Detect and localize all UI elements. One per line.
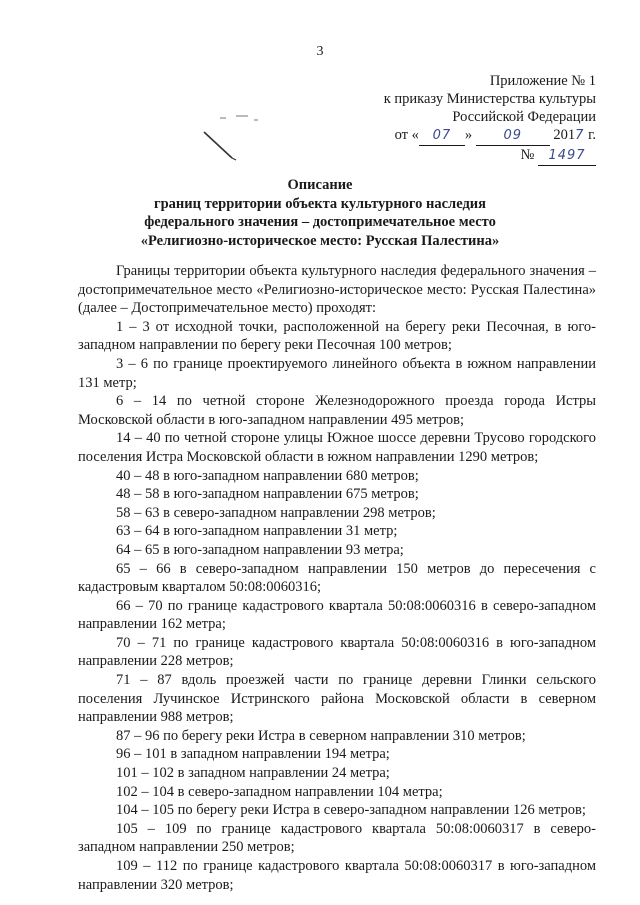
title-line-4: «Религиозно-историческое место: Русская Палестина»	[140, 232, 500, 249]
appendix-date-line	[384, 126, 596, 146]
boundary-paragraph: 48 – 58 в юго-западном направлении 675 метров;	[116, 486, 419, 503]
boundary-paragraph: 66 – 70 по границе кадастрового квартала 50:08:0060316 в северо-западном направлении 162 метра;	[78, 597, 596, 633]
title-line-3: федерального значения – достопримечательное место	[144, 214, 496, 230]
date-separator: »	[464, 127, 473, 143]
boundary-paragraph: 104 – 105 по берегу реки Истра в северо-западном направлении 126 метров;	[116, 802, 586, 819]
appendix-ministry: Российской Федерации	[452, 109, 596, 125]
boundary-paragraph: 109 – 112 по границе кадастрового квартала 50:08:0060317 в юго-западном направлении 320 метров;	[78, 858, 596, 893]
number-prefix: №	[520, 147, 535, 163]
boundary-paragraph: 64 – 65 в юго-западном направлении 93 метра;	[116, 541, 404, 558]
boundary-description	[78, 262, 596, 894]
date-year-handwritten: 7	[575, 128, 585, 143]
boundary-paragraph: 105 – 109 по границе кадастрового квартала 50:08:0060317 в северо-западном направлении 250 метров;	[78, 820, 596, 856]
date-suffix: г.	[584, 127, 596, 143]
appendix-title: Приложение № 1	[489, 73, 596, 89]
boundary-paragraph: 6 – 14 по четной стороне Железнодорожного проезда города Истры Московской области в юго-западном направлении 495 метров;	[78, 393, 596, 428]
boundary-paragraph: 87 – 96 по берегу реки Истра в северном направлении 310 метров;	[116, 727, 526, 744]
appendix-number-line	[384, 146, 596, 166]
boundary-paragraph: 96 – 101 в западном направлении 194 метра;	[116, 746, 390, 763]
boundary-paragraph: 63 – 64 в юго-западном направлении 31 метр;	[116, 523, 398, 540]
page-number: 3	[316, 44, 324, 59]
date-year: 201	[553, 127, 576, 143]
boundary-paragraph: Границы территории объекта культурного наследия федерального значения – достопримечательное место «Религиозно-историческое место: Русская Палестина» (далее – Достопримечательное место) проходят:	[78, 263, 596, 317]
title-line-2: границ территории объекта культурного наследия	[154, 195, 486, 212]
date-day: 07	[419, 127, 465, 146]
boundary-paragraph: 1 – 3 от исходной точки, расположенной на берегу реки Песочная, в юго-западном направлении по берегу реки Песочная 100 метров;	[78, 318, 596, 354]
boundary-paragraph: 14 – 40 по четной стороне улицы Южное шоссе деревни Трусово городского поселения Истра Московской области в южном направлении 1290 метров;	[78, 430, 596, 465]
boundary-paragraph: 70 – 71 по границе кадастрового квартала 50:08:0060316 в юго-западном направлении 228 метров;	[78, 634, 596, 670]
boundary-paragraph: 40 – 48 в юго-западном направлении 680 метров;	[116, 467, 419, 484]
date-month: 09	[476, 127, 550, 146]
appendix-header	[384, 72, 596, 166]
boundary-paragraph: 58 – 63 в северо-западном направлении 298 метров;	[116, 504, 436, 521]
order-number: 1497	[538, 147, 596, 166]
appendix-order-ref: к приказу Министерства культуры	[383, 91, 596, 107]
document-title	[0, 176, 640, 250]
boundary-paragraph: 3 – 6 по границе проектируемого линейного объекта в южном направлении 131 метр;	[78, 355, 596, 391]
date-prefix: от «	[394, 127, 419, 143]
boundary-paragraph: 102 – 104 в северо-западном направлении 104 метра;	[116, 783, 443, 800]
boundary-paragraph: 71 – 87 вдоль проезжей части по границе деревни Глинки сельского поселения Лучинское Истринского района Московской области в северном направлении 988 метров;	[78, 672, 596, 726]
boundary-paragraph: 101 – 102 в западном направлении 24 метра;	[116, 765, 390, 782]
ink-mark	[196, 112, 276, 172]
boundary-paragraph: 65 – 66 в северо-западном направлении 150 метров до пересечения с кадастровым кварталом 50:08:0060316;	[78, 560, 596, 596]
title-line-1: Описание	[287, 177, 353, 193]
